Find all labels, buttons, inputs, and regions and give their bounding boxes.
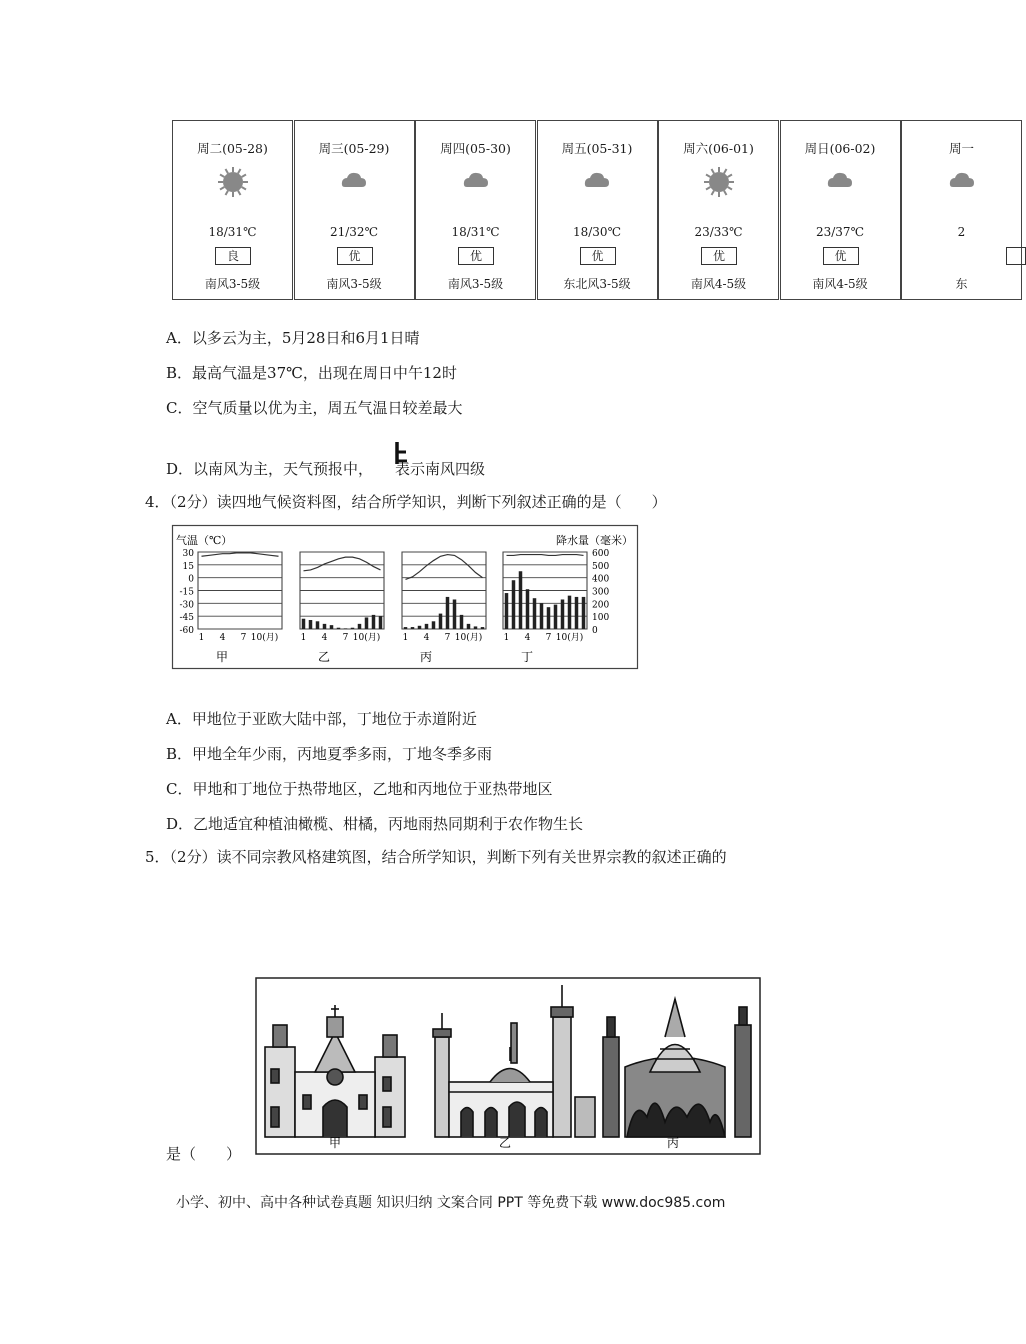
weather-temperature: 2 [957,225,966,239]
month-tick-label: 10(月) [454,633,483,643]
month-tick-label: 10(月) [555,633,584,643]
precipitation-tick-label: 100 [592,613,610,624]
precipitation-bar [351,628,355,629]
air-quality-badge: 良 [215,247,251,265]
air-quality-badge: 优 [337,247,373,265]
precipitation-bar [425,624,429,629]
precipitation-bar [411,627,415,629]
weather-day-card [780,120,901,300]
precipitation-bar [372,615,376,629]
air-quality-badge: 优 [823,247,859,265]
month-tick-label: 7 [444,633,451,643]
weather-day-card [537,120,658,300]
precipitation-bar [418,626,422,629]
weather-day-label: 周六(06-01) [683,141,754,156]
air-quality-badge: 优 [701,247,737,265]
sun-icon [216,165,250,199]
weather-day-label: 周五(05-31) [561,141,633,156]
q3-option-c: C．空气质量以优为主，周五气温日较差最大 [166,399,463,417]
weather-wind: 东北风3-5级 [563,277,631,291]
temperature-tick-label: -45 [179,613,194,624]
month-tick-label: 7 [545,633,552,643]
month-tick-label: 4 [524,633,531,643]
precipitation-bar [344,628,348,629]
temperature-tick-label: -30 [179,600,194,611]
wind-barb-icon [392,440,408,466]
cloud-icon [945,165,979,199]
q3-option-d-text: D．以南风为主，天气预报中， [166,460,374,478]
month-tick-label: 4 [321,633,328,643]
q3-option-d [166,454,485,479]
sun-icon [702,165,736,199]
weather-day-card [658,120,779,300]
q4-option-c: C．甲地和丁地位于热带地区，乙地和丙地位于亚热带地区 [166,780,553,798]
panel-label: 甲 [215,650,229,664]
precipitation-bar [512,580,516,629]
month-tick-label: 7 [240,633,247,643]
weather-day-card [415,120,536,300]
q4-option-a: A．甲地位于亚欧大陆中部，丁地位于赤道附近 [166,710,477,728]
weather-temperature: 21/32℃ [329,225,378,239]
weather-day-card [901,120,1022,300]
cloud-icon [459,165,493,199]
precipitation-bar [446,597,450,629]
q3-option-a: A．以多云为主，5月28日和6月1日晴 [166,329,420,347]
precipitation-tick-label: 400 [592,574,610,585]
precipitation-bar [554,605,558,629]
precipitation-bar [467,624,471,629]
precipitation-bar [330,625,334,629]
temperature-tick-label: -15 [179,587,194,598]
weather-temperature: 18/30℃ [572,225,621,239]
weather-day-card [294,120,415,300]
precipitation-bar [460,615,464,629]
q3-option-d-text-end: 表示南风四级 [395,460,486,478]
weather-day-card [172,120,293,300]
precipitation-tick-label: 200 [592,600,610,611]
q3-option-b: B．最高气温是37℃，出现在周日中午12时 [166,364,457,382]
weather-wind: 南风3-5级 [447,277,504,291]
precipitation-bar [519,571,523,629]
air-quality-badge: 优 [580,247,616,265]
weather-day-label: 周三(05-29) [318,141,390,156]
precipitation-bar [547,607,551,629]
figure-label-jia: 甲 [328,1136,342,1150]
precipitation-bar [568,596,572,629]
precipitation-bar [337,628,341,629]
weather-day-label: 周四(05-30) [440,141,511,156]
footer-text: 小学、初中、高中各种试卷真题 知识归纳 文案合同 PPT 等免费下载 www.doc985.com [176,1195,726,1211]
religious-architecture-figure [255,977,761,1159]
q4-stem: 4．（2分）读四地气候资料图，结合所学知识，判断下列叙述正确的是（ ） [145,493,667,511]
weather-wind: 南风4-5级 [690,277,747,291]
precipitation-bar [302,619,306,629]
month-tick-label: 10(月) [352,633,381,643]
precipitation-bar [540,603,544,629]
panel-label: 丁 [520,650,534,664]
precipitation-tick-label: 500 [592,561,610,572]
precipitation-bar [575,597,579,629]
precipitation-bar [404,627,408,629]
precipitation-bar [474,626,478,629]
precipitation-bar [358,624,362,629]
weather-forecast-strip [172,120,974,302]
month-tick-label: 1 [503,633,510,643]
temperature-tick-label: 30 [182,549,194,559]
architecture-illustration [255,977,761,1155]
weather-temperature: 18/31℃ [451,225,500,239]
weather-wind: 南风4-5级 [812,277,868,291]
precipitation-bar [526,589,530,629]
precipitation-bar [323,624,327,629]
figure-label-yi: 乙 [498,1136,512,1150]
panel-label: 乙 [317,650,331,664]
month-tick-label: 1 [198,633,205,643]
precipitation-bar [365,617,369,629]
precipitation-bar [316,621,320,629]
figure-label-bing: 丙 [666,1136,680,1150]
month-tick-label: 7 [342,633,349,643]
month-tick-label: 1 [402,633,409,643]
precipitation-tick-label: 300 [592,587,610,598]
weather-day-label: 周一 [948,141,974,156]
month-tick-label: 4 [423,633,430,643]
cloud-icon [580,165,614,199]
temperature-tick-label: 0 [188,574,194,585]
q5-stem-end: 是（ ） [166,1145,242,1163]
weather-temperature: 23/37℃ [815,225,864,239]
precipitation-tick-label: 0 [592,626,598,636]
panel-label: 丙 [419,650,433,664]
cloud-icon [823,165,857,199]
precipitation-bar [432,621,436,629]
month-tick-label: 4 [219,633,226,643]
temperature-axis-label: 气温（℃） [176,534,233,547]
temperature-tick-label: -60 [179,626,194,636]
temperature-tick-label: 15 [182,561,194,572]
weather-day-label: 周日(06-02) [804,141,876,156]
weather-wind: 南风3-5级 [204,277,261,291]
precipitation-bar [453,599,457,629]
air-quality-badge: 优 [458,247,494,265]
precipitation-bar [533,598,537,629]
climate-chart-figure [172,525,638,674]
climate-chart [172,525,638,670]
q4-option-d: D．乙地适宜种植油橄榄、柑橘，丙地雨热同期利于农作物生长 [166,815,584,833]
precipitation-bar [561,599,565,629]
weather-temperature: 23/33℃ [694,225,743,239]
air-quality-badge [1006,247,1026,265]
weather-wind: 东 [955,277,968,291]
precipitation-axis-label: 降水量（毫米） [556,534,633,547]
month-tick-label: 10(月) [250,633,279,643]
precipitation-bar [309,620,313,629]
cloud-icon [337,165,371,199]
precipitation-bar [379,616,383,629]
precipitation-bar [439,614,443,629]
month-tick-label: 1 [300,633,307,643]
weather-day-label: 周二(05-28) [197,141,268,156]
precipitation-bar [505,593,509,629]
precipitation-tick-label: 600 [592,549,610,559]
weather-temperature: 18/31℃ [208,225,257,239]
q4-option-b: B．甲地全年少雨，丙地夏季多雨，丁地冬季多雨 [166,745,493,763]
weather-wind: 南风3-5级 [326,277,382,291]
q5-stem: 5．（2分）读不同宗教风格建筑图，结合所学知识，判断下列有关世界宗教的叙述正确的 [145,848,727,866]
precipitation-bar [481,627,485,629]
precipitation-bar [582,597,586,629]
